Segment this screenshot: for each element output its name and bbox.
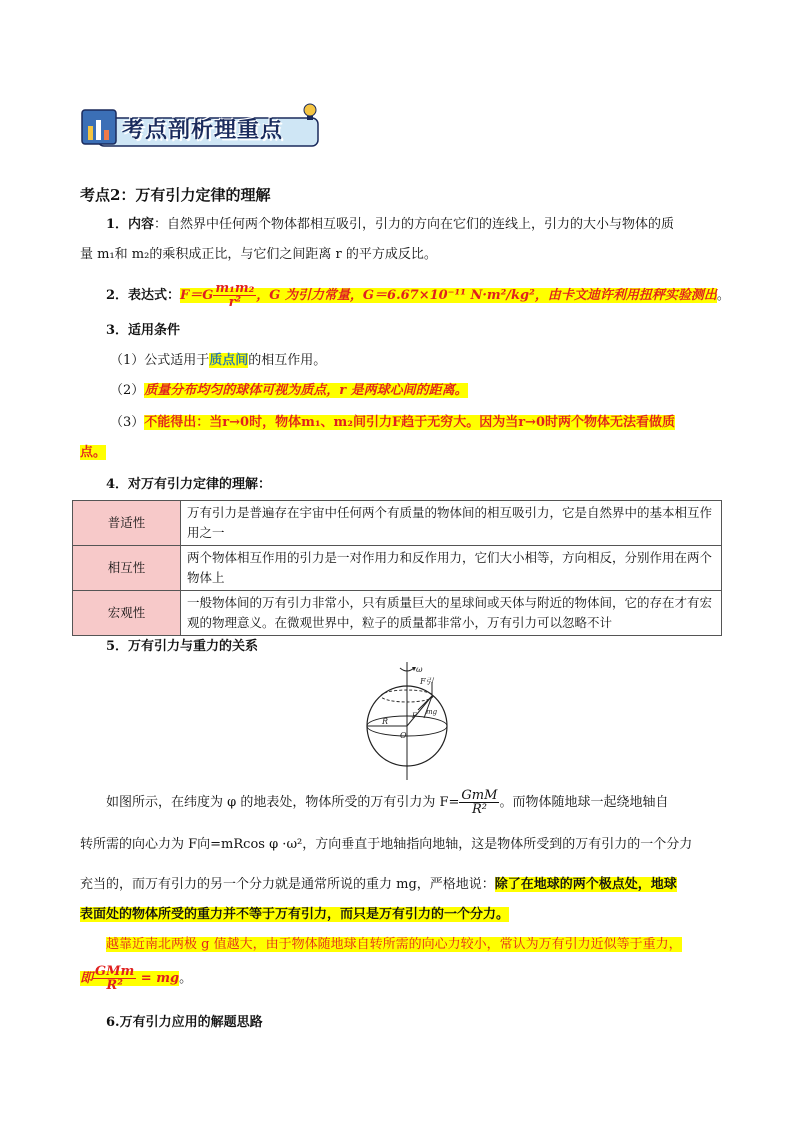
- gravity-numerator: GmM: [461, 788, 498, 803]
- approach-title: 6.万有引力应用的解题思路: [106, 1015, 263, 1030]
- weight-denominator: R²: [106, 978, 123, 993]
- mg-label: mg: [426, 708, 438, 716]
- row-desc: 一般物体间的万有引力非常小，只有质量巨大的星球间或天体与附近的物体间，它的存在才有宏观的物理意义。在微观世界中，粒子的质量都非常小，万有引力可以忽略不计: [181, 591, 722, 636]
- relation-p2: 转所需的向心力为 F向=mRcos φ ·ω²，方向垂直于地轴指向地轴，这是物体所受到的万有引力的一个分力: [80, 837, 693, 852]
- understanding-table: [72, 500, 722, 636]
- relation-p6-highlight: [80, 964, 180, 993]
- condition-2-text: 质量分布均匀的球体可视为质点，r 是两球心间的距离。: [144, 383, 468, 398]
- relation-p1-text: 如图所示，在纬度为 φ 的地表处，物体所受的万有引力为 F=: [106, 795, 460, 810]
- conditions-title: 3．适用条件: [106, 323, 181, 338]
- condition-1-highlight: 质点间: [209, 353, 249, 368]
- row-name: 普适性: [73, 501, 181, 546]
- condition-3-number: （3）: [110, 415, 145, 430]
- gravity-fraction: [459, 789, 499, 816]
- o-label: O: [400, 731, 407, 740]
- formula-rest: ，G 为引力常量，G＝6.67×10⁻¹¹ N·m²/kg²，由卡文迪许利用扭秤实验测出: [256, 288, 717, 303]
- relation-p3: [80, 874, 677, 896]
- relation-title: 5．万有引力与重力的关系: [106, 639, 259, 654]
- section-heading: 考点2：万有引力定律的理解: [80, 186, 271, 204]
- relation-p6: [80, 962, 192, 996]
- relation-p3-highlight: 除了在地球的两个极点处，地球: [494, 877, 677, 892]
- condition-2: [110, 380, 468, 402]
- lightbulb-icon: [304, 104, 316, 116]
- expression-end: 。: [716, 288, 730, 303]
- row-name: 宏观性: [73, 591, 181, 636]
- row-desc: 两个物体相互作用的引力是一对作用力和反作用力，它们大小相等，方向相反，分别作用在两个物体上: [181, 546, 722, 591]
- condition-1-end: 的相互作用。: [248, 353, 327, 368]
- condition-3-line-1: 不能得出：当r→0时，物体m₁、m₂间引力F趋于无穷大。因为当r→0时两个物体无法看做质: [144, 415, 675, 430]
- table-row: [73, 591, 722, 636]
- formula-denominator: r²: [228, 295, 242, 310]
- content-line-2: 量 m₁和 m₂的乘积成正比，与它们之间距离 r 的平方成反比。: [80, 247, 437, 262]
- formula-fraction: [213, 282, 256, 309]
- omega-label: ω: [416, 665, 423, 674]
- r-label: R: [382, 717, 389, 726]
- f-wan-label: F引: [420, 677, 434, 686]
- understanding-title: 4．对万有引力定律的理解：: [106, 477, 272, 492]
- relation-p6-end: 。: [179, 971, 193, 986]
- condition-1: [110, 350, 326, 372]
- relation-p5-highlight: 越靠近南北两极 g 值越大，由于物体随地球自转所需的向心力较小，常认为万有引力近似等于重力，: [106, 937, 682, 952]
- formula-lhs: F＝G: [180, 288, 214, 303]
- earth-diagram: [360, 660, 470, 782]
- gravity-denominator: R²: [471, 802, 487, 817]
- row-name: 相互性: [73, 546, 181, 591]
- table-row: [73, 546, 722, 591]
- condition-3-cont: [80, 442, 106, 464]
- weight-fraction: [93, 965, 136, 992]
- f-label: F: [412, 712, 417, 720]
- relation-p1-end: 。而物体随地球一起绕地轴自: [499, 795, 669, 810]
- row-desc: 万有引力是普遍存在宇宙中任何两个有质量的物体间的相互吸引力，它是自然界中的基本相互作用之一: [181, 501, 722, 546]
- condition-2-number: （2）: [110, 383, 145, 398]
- relation-p3-text: 充当的，而万有引力的另一个分力就是通常所说的重力 mg，严格地说：: [80, 877, 495, 892]
- condition-3-line-2: 点。: [80, 445, 107, 460]
- condition-3: [110, 412, 675, 434]
- condition-1-text: （1）公式适用于: [110, 353, 210, 368]
- expression-formula: [180, 281, 717, 310]
- content-label: 1．内容: [106, 217, 155, 232]
- relation-p6-prefix: 即: [80, 971, 94, 986]
- weight-numerator: GMm: [95, 964, 135, 979]
- expression-line: [106, 282, 730, 309]
- table-row: [73, 501, 722, 546]
- relation-p5: [106, 934, 682, 956]
- content-text-1: ：自然界中任何两个物体都相互吸引，引力的方向在它们的连线上，引力的大小与物体的质: [154, 217, 675, 232]
- relation-p4: [80, 904, 509, 926]
- relation-p6-equation: = mg: [136, 971, 180, 986]
- relation-p4-highlight: 表面处的物体所受的重力并不等于万有引力，而只是万有引力的一个分力。: [80, 907, 510, 922]
- content-line-1: [106, 214, 674, 236]
- banner-title: 考点剖析理重点: [122, 118, 284, 143]
- formula-numerator: m₁m₂: [215, 281, 255, 296]
- expression-label: 2．表达式：: [106, 288, 181, 303]
- relation-p1: [106, 788, 668, 818]
